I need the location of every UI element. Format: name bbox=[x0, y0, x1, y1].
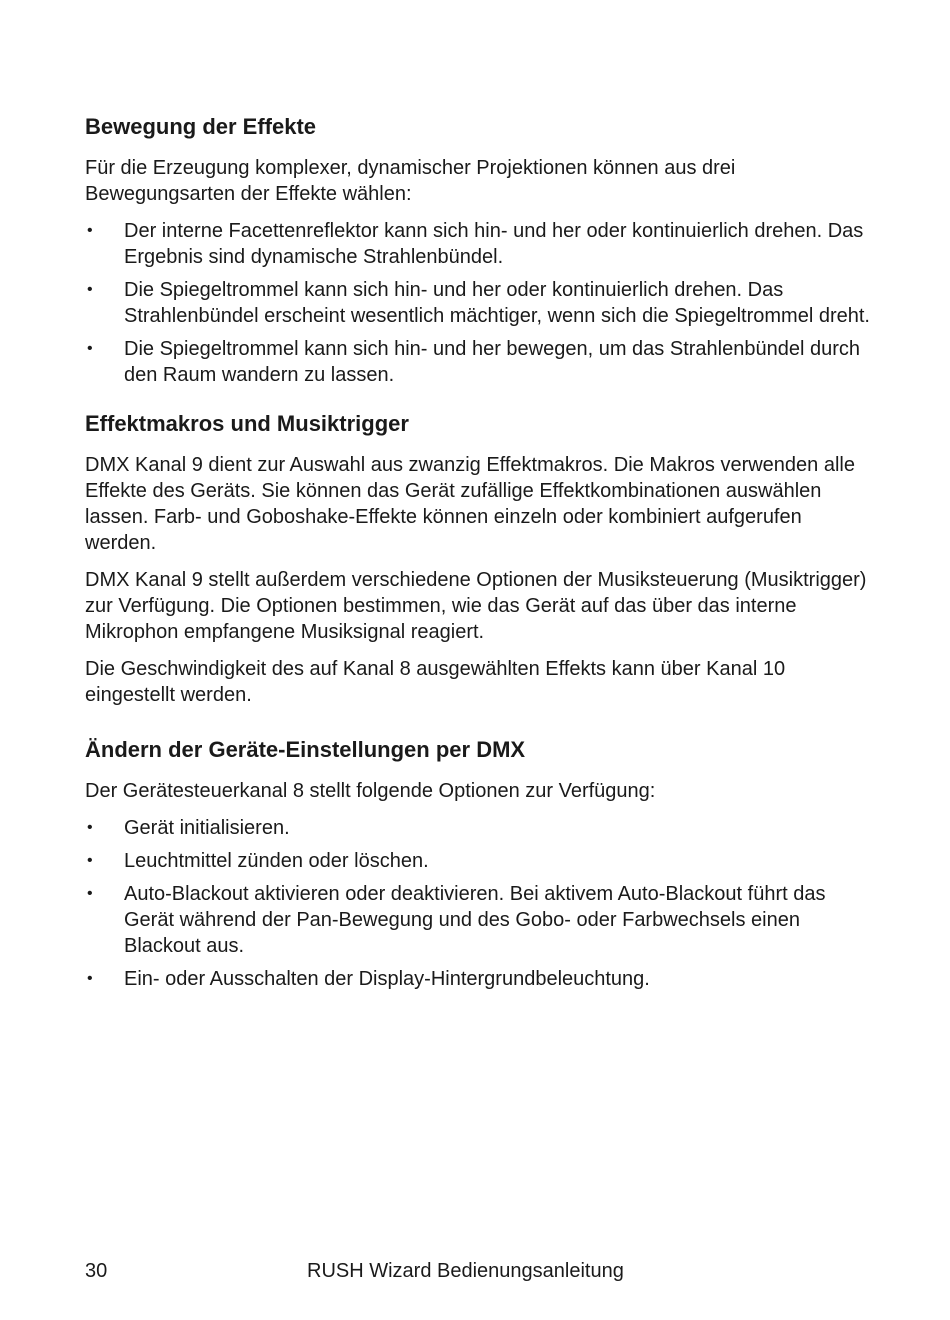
bullet-icon: • bbox=[87, 281, 93, 298]
body-paragraph: DMX Kanal 9 stellt außerdem verschiedene Optionen der Musiksteuerung (Musiktrigger) zur Verfügung. Die Optionen bestimmen, wie das Gerät auf das über das interne Mikrophon empfangene Musiksignal reagiert. bbox=[85, 569, 867, 643]
list-item-text: Gerät initialisieren. bbox=[124, 817, 290, 839]
list-item bbox=[85, 881, 875, 959]
list-item-text: Auto-Blackout aktivieren oder deaktivieren. Bei aktivem Auto-Blackout führt das Gerät während der Pan-Bewegung und des Gobo- oder Farbwechsels einen Blackout aus. bbox=[124, 883, 826, 957]
list-item-text: Die Spiegeltrommel kann sich hin- und her bewegen, um das Strahlenbündel durch den Raum wandern zu lassen. bbox=[124, 338, 860, 386]
bullet-icon: • bbox=[87, 222, 93, 239]
bullet-icon: • bbox=[87, 852, 93, 869]
section-intro: Für die Erzeugung komplexer, dynamischer Projektionen können aus drei Bewegungsarten der Effekte wählen: bbox=[85, 157, 736, 205]
bullet-icon: • bbox=[87, 819, 93, 836]
bullet-icon: • bbox=[87, 970, 93, 987]
page-number: 30 bbox=[85, 1260, 108, 1282]
bullet-list bbox=[85, 815, 875, 992]
section-heading: Effektmakros und Musiktrigger bbox=[85, 411, 409, 436]
list-item-text: Die Spiegeltrommel kann sich hin- und her oder kontinuierlich drehen. Das Strahlenbündel erscheint wesentlich mächtiger, wenn sich die Spiegeltrommel dreht. bbox=[124, 279, 870, 327]
bullet-list bbox=[85, 218, 875, 388]
body-paragraph: Die Geschwindigkeit des auf Kanal 8 ausgewählten Effekts kann über Kanal 10 eingestellt werden. bbox=[85, 658, 786, 706]
section-heading: Ändern der Geräte-Einstellungen per DMX bbox=[85, 737, 526, 762]
list-item bbox=[85, 848, 875, 874]
document-title: RUSH Wizard Bedienungsanleitung bbox=[307, 1260, 624, 1282]
list-item-text: Der interne Facettenreflektor kann sich hin- und her oder kontinuierlich drehen. Das Ergebnis sind dynamische Strahlenbündel. bbox=[124, 220, 864, 268]
list-item bbox=[85, 336, 875, 388]
body-paragraph: DMX Kanal 9 dient zur Auswahl aus zwanzig Effektmakros. Die Makros verwenden alle Effekte des Geräts. Sie können das Gerät zufällige Effektkombinationen auswählen lassen. Farb- und Goboshake-Effekte können einzeln oder kombiniert aufgerufen werden. bbox=[85, 454, 855, 554]
list-item-text: Ein- oder Ausschalten der Display-Hintergrundbeleuchtung. bbox=[124, 968, 650, 990]
list-item bbox=[85, 815, 875, 841]
list-item-text: Leuchtmittel zünden oder löschen. bbox=[124, 850, 429, 872]
section-heading: Bewegung der Effekte bbox=[85, 114, 317, 139]
list-item bbox=[85, 218, 875, 270]
bullet-icon: • bbox=[87, 340, 93, 357]
bullet-icon: • bbox=[87, 885, 93, 902]
document-page bbox=[85, 113, 875, 999]
section-intro: Der Gerätesteuerkanal 8 stellt folgende Optionen zur Verfügung: bbox=[85, 780, 656, 802]
list-item bbox=[85, 966, 875, 992]
list-item bbox=[85, 277, 875, 329]
